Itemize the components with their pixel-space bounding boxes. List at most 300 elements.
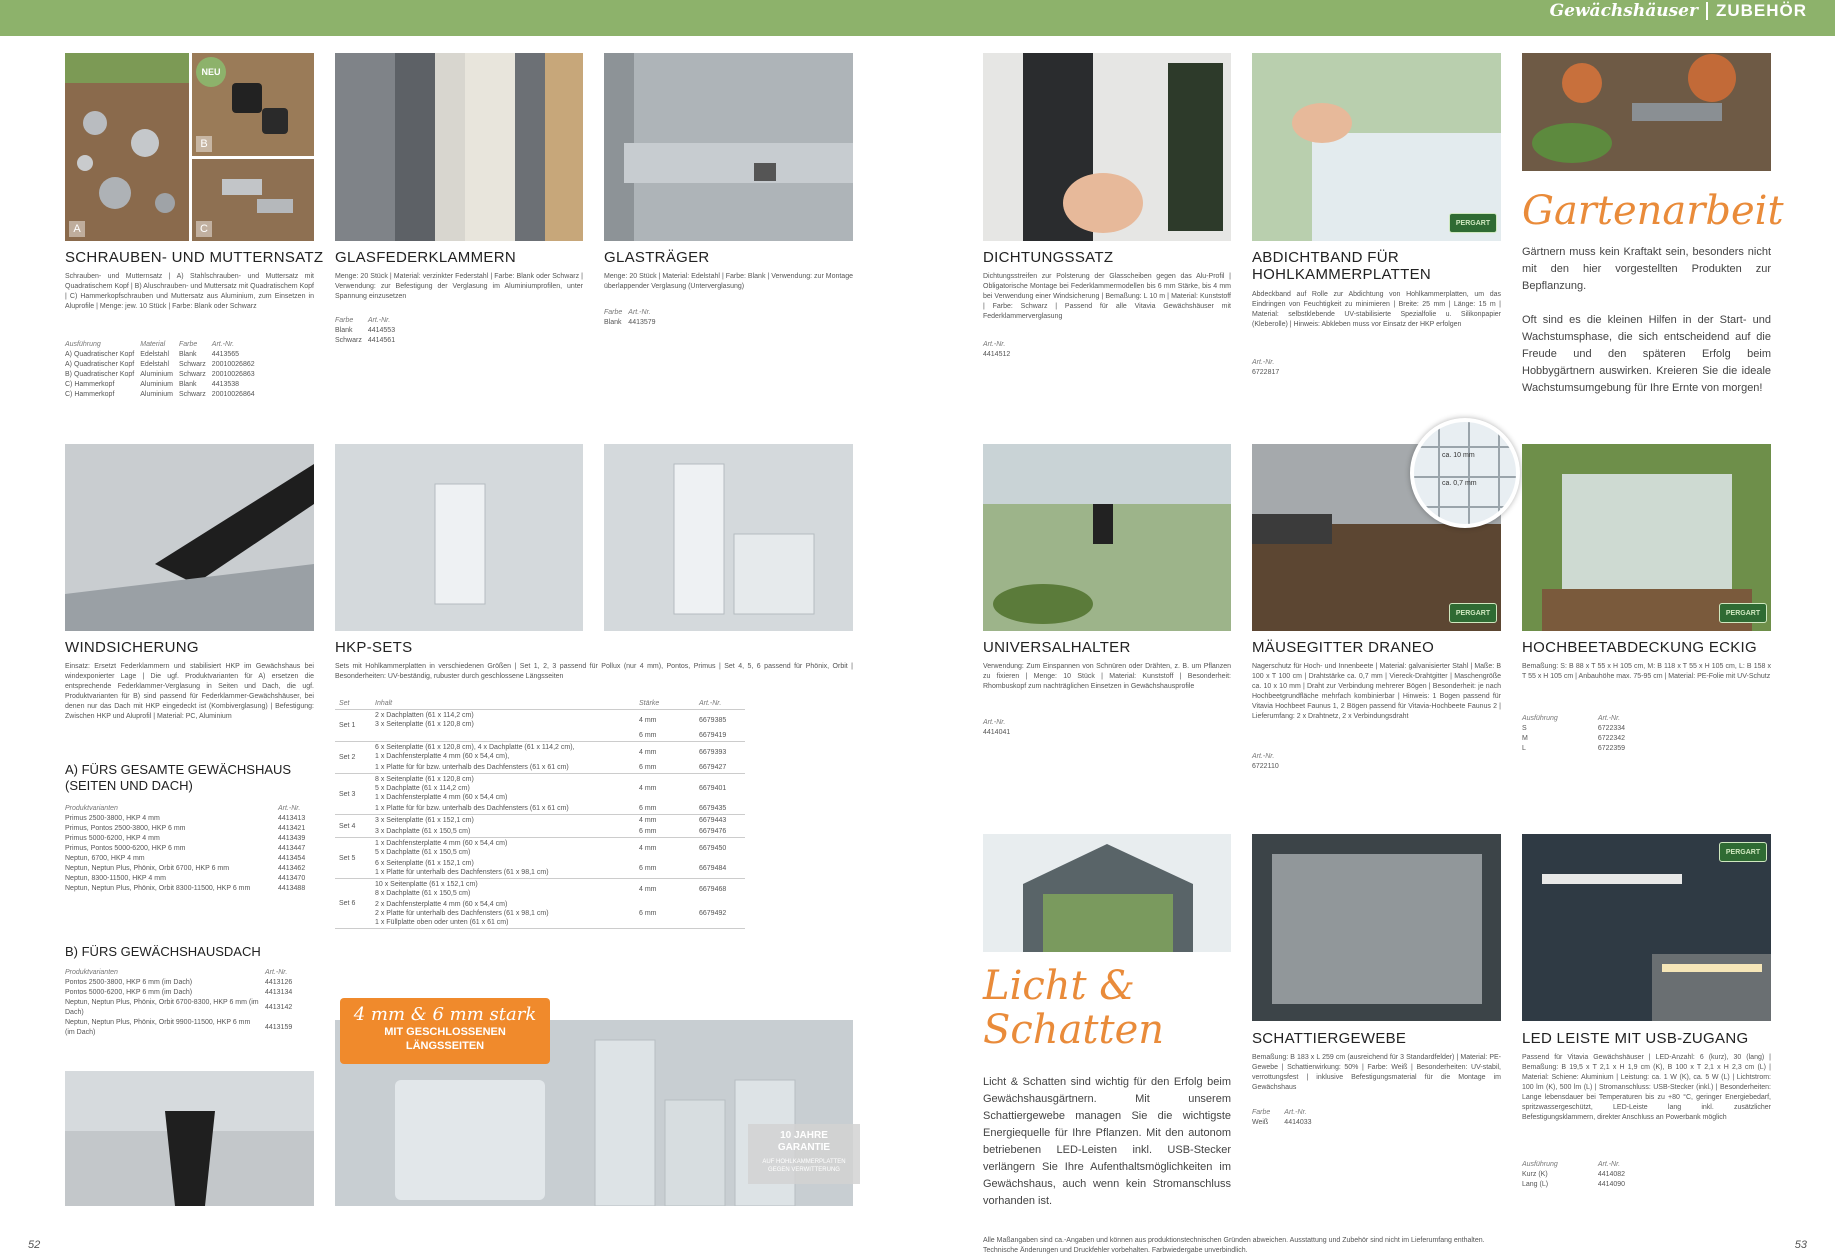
table-cell: 4414082 [1597,1171,1626,1178]
table-cell: Aluminium [140,371,173,378]
set-thickness: 4 mm [639,885,657,893]
glasfeder-title: GLASFEDERKLAMMERN [335,249,516,266]
table-cell: Blank [335,327,353,334]
pergart-logo: PERGART [1719,842,1767,862]
set-content [371,826,635,838]
glasfeder-desc: Menge: 20 Stück | Material: verzinkter Federstahl | Farbe: Blank oder Schwarz | Verwendung: zur Befestigung der Verglasung im Aluminiumprofilen, unter Spannung einzusetzen [335,273,583,300]
windsicherung-title: WINDSICHERUNG [65,639,199,656]
table-cell: Pontos 2500-3800, HKP 6 mm (im Dach) [65,979,193,986]
artnr-value: 4414041 [983,729,1011,736]
panels-image [604,444,853,631]
table-cell: Kurz (K) [1522,1171,1548,1178]
set-thickness: 6 mm [635,803,695,815]
table-cell: Primus, Pontos 5000-6200, HKP 6 mm [65,845,186,852]
set-name: Set 3 [335,774,371,815]
gartenarbeit-p2: Oft sind es die kleinen Hilfen in der Start- und Wachstumsphase, die sich entscheidend auf die Freude und den späteren Erfolg beim Hobbygärtnern auswirken. Kreieren Sie die ideale Wachstumsumgebung für Ihre Ernte von morgen! [1522,314,1771,394]
table-row [335,742,745,763]
footnote-line-1: Alle Maßangaben sind ca.-Angaben und können aus produktionstechnischen Gründen abweichen. Ausstattung und Zubehör sind nicht im Lieferumfang enthalten. [983,1237,1485,1244]
set-artnr: 6679476 [695,826,745,838]
th-produktvarianten: Produktvarianten [65,969,118,976]
set-content-line: 6 x Seitenplatte (61 x 152,1 cm) [375,860,474,867]
table-cell: 4413413 [277,815,306,822]
set-content [371,879,635,900]
table-row [335,803,745,815]
gartenarbeit-script-title: Gartenarbeit [1522,188,1784,234]
glastraeger-table [604,308,662,328]
section-a-title [65,762,325,794]
th-material: Material [140,341,166,348]
set-content-line: 1 x Platte für für bzw. unterhalb des Dachfensters (61 x 61 cm) [375,764,569,771]
wire-size-label: ca. 0,7 mm [1442,480,1477,487]
table-row [65,814,315,824]
artnr-value: 4414512 [983,351,1011,358]
set-thickness: 6 mm [635,826,695,838]
pergart-logo: PERGART [1449,213,1497,233]
table-cell: Lang (L) [1522,1181,1549,1188]
garantie-line-4: GEGEN VERWITTERUNG [768,1167,840,1173]
universal-photo [983,444,1231,631]
glastraeger-desc: Menge: 20 Stück | Material: Edelstahl | Farbe: Blank | Verwendung: zur Montage überlappender Verglasung (Unterverglasung) [604,273,853,290]
table-row [335,879,745,900]
table-row [1522,1180,1631,1190]
table-row [65,370,261,380]
new-badge: NEU [196,57,226,87]
table-row [335,774,745,804]
table-cell: Edelstahl [140,351,170,358]
abdicht-desc: Abdeckband auf Rolle zur Abdichtung von Hohlkammerplatten, um das Eindringen von Feuchtigkeit zu minimieren | Breite: 25 mm | Länge: 15 m | Material: selbstklebende UV-stabilisierte Spezialfolie u. Silikonpapier (Kleberolle) | Hinweis: Abkleben muss vor Einsatz der HKP erfolgen [1252,291,1501,328]
set-content [371,774,635,804]
table-row [335,815,745,827]
maeuse-desc: Nagerschutz für Hoch- und Innenbeete | Material: galvanisierter Stahl | Maße: B 100 x T 100 cm | Drahtstärke ca. 0,7 mm | Viereck-Drahtgitter | Maschengröße ca. 10 x 10 mm | Draht zur Verbindung mehrerer Bögen | Besonderheit: je nach Hochbeetgrundfläche mehrfach kombinierbar | Hinweis: 1 Bogen passend für Vitavia Hochbeet Faunus 1, 2 Bögen passend für Vitavia-Hochbeete Faunus 2 | Lieferumfang: 2 x Drahtnetz, 2 x Verbindungsdraht [1252,663,1501,720]
table-cell: 4413142 [265,1004,293,1011]
table-cell: Primus 5000-6200, HKP 4 mm [65,835,160,842]
page-number-left: 52 [28,1239,41,1251]
set-content [371,899,635,929]
th-artnr: Art.-Nr. [628,309,651,316]
th-produktvarianten: Produktvarianten [65,805,118,812]
schattier-table [1252,1108,1318,1128]
table-cell: 4413462 [277,865,306,872]
table-row [65,978,315,988]
table-cell: Weiß [1252,1119,1269,1126]
abdicht-photo [1252,53,1501,241]
table-cell: Blank [604,319,622,326]
hkp-title: HKP-SETS [335,639,413,656]
th-ausfuehrung: Ausführung [1522,1161,1558,1168]
set-content-line: 1 x Dachfensterplatte 4 mm (60 x 54,4 cm), [375,753,510,760]
table-row [65,824,315,834]
set-artnr: 6679492 [695,899,745,929]
dichtung-title: DICHTUNGSSATZ [983,249,1114,266]
table-row [65,884,315,894]
th-farbe: Farbe [335,317,354,324]
table-cell: Schwarz [178,361,206,368]
windsicherung-photo [65,444,314,631]
table-cell: Edelstahl [140,361,170,368]
set-content [371,803,635,815]
set-content-line: 3 x Seitenplatte (61 x 120,8 cm) [375,721,474,728]
hochbeet-title: HOCHBEETABDECKUNG ECKIG [1522,639,1757,656]
table-cell: Neptun, Neptun Plus, Phönix, Orbit 6700-8300, HKP 6 mm (im Dach) [65,999,259,1016]
hkp-sets-table [335,698,745,929]
set-thickness: 6 mm [635,858,695,879]
set-name: Set 5 [335,838,371,879]
led-table [1522,1160,1631,1190]
set-artnr: 6679385 [699,716,727,724]
th-farbe: Farbe [604,309,623,316]
glastraeger-title: GLASTRÄGER [604,249,710,266]
garantie-badge [748,1124,860,1184]
table-cell: Primus 2500-3800, HKP 4 mm [65,815,160,822]
table-row [65,350,261,360]
banner-line-1: 4 mm & 6 mm stark [353,1004,537,1025]
set-content-line: 5 x Dachplatte (61 x 114,2 cm) [375,785,470,792]
maeuse-art [1252,752,1279,772]
licht-script-title [983,964,1164,1052]
set-thickness: 4 mm [639,817,657,824]
set-content-line: 10 x Seitenplatte (61 x 152,1 cm) [375,881,478,888]
set-content-line: 8 x Seitenplatte (61 x 120,8 cm) [375,776,474,783]
table-cell: B) Quadratischer Kopf [65,371,135,378]
hkp-photo-2 [604,444,853,631]
table-cell: Blank [178,351,197,358]
set-artnr: 6679435 [695,803,745,815]
table-cell: Neptun, Neptun Plus, Phönix, Orbit 6700, HKP 6 mm [65,865,230,872]
th-artnr: Art.-Nr. [277,805,301,812]
photo-label-a: A [69,221,85,237]
th-artnr: Art.-Nr. [1284,1109,1307,1116]
table-cell: Aluminium [140,391,173,398]
photo-label-b: B [196,136,212,152]
set-artnr: 6679468 [699,885,727,893]
table-cell: 4413439 [277,835,306,842]
table-cell: 4413488 [277,885,306,892]
section-a-table [65,804,315,894]
set-thickness: 4 mm [639,716,657,724]
table-cell: 4413447 [277,845,306,852]
schrauben-title: SCHRAUBEN- UND MUTTERNSATZ [65,249,324,266]
set-name: Set 4 [335,815,371,838]
led-title: LED LEISTE MIT USB-ZUGANG [1522,1030,1749,1047]
abdicht-art [1252,358,1279,378]
artnr-value: 6722817 [1252,369,1280,376]
table-cell: 4413134 [265,989,293,996]
table-row [65,844,315,854]
table-row [65,988,315,998]
set-content-line: 2 x Platte für unterhalb des Dachfensters (61 x 98,1 cm) [375,910,549,917]
schrauben-photo-c [192,159,314,241]
panel-image [335,444,583,631]
set-artnr: 6679401 [699,785,727,792]
th-artnr: Art.-Nr. [211,341,235,348]
garantie-line-3: AUF HOHLKAMMERPLATTEN [762,1159,846,1165]
table-row [335,710,745,731]
set-content-line: 6 x Seitenplatte (61 x 120,8 cm), 4 x Dachplatte (61 x 114,2 cm), [375,744,575,751]
set-content-line: 3 x Dachplatte (61 x 150,5 cm) [375,828,471,835]
table-row [65,360,261,370]
th-artnr: Art.-Nr. [695,698,745,710]
table-row [1522,1170,1631,1180]
table-cell: A) Quadratischer Kopf [65,361,135,368]
table-cell: 4414553 [367,327,396,334]
universal-art [983,718,1010,738]
table-row [335,899,745,929]
artnr-label: Art.-Nr. [1252,359,1275,366]
hochbeet-photo [1522,444,1771,631]
maeuse-title: MÄUSEGITTER DRANEO [1252,639,1435,656]
set-content-line: 8 x Dachplatte (61 x 150,5 cm) [375,890,471,897]
pergart-logo: PERGART [1449,603,1497,623]
table-cell: L [1522,745,1526,752]
pots-image [1522,53,1771,171]
header-category: Gewächshäuser [1549,1,1698,21]
th-artnr: Art.-Nr. [1597,1161,1621,1168]
table-row [335,326,401,336]
set-content-line: 1 x Füllplatte oben oder unten (61 x 61 cm) [375,919,509,926]
set-content-line: 1 x Platte für für bzw. unterhalb des Dachfensters (61 x 61 cm) [375,805,569,812]
page-number-right: 53 [1794,1239,1807,1251]
table-row [335,730,745,742]
table-row [65,380,261,390]
th-ausfuehrung: Ausführung [1522,715,1558,722]
set-name: Set 1 [335,710,371,742]
table-cell: Pontos 5000-6200, HKP 6 mm (im Dach) [65,989,193,996]
table-cell: 4414090 [1597,1181,1626,1188]
hochbeet-table [1522,714,1631,754]
table-row [335,826,745,838]
glasfeder-table [335,316,401,346]
table-cell: C) Hammerkopf [65,381,115,388]
table-cell: Neptun, 8300-11500, HKP 4 mm [65,875,166,882]
glass-carrier-image [604,53,853,241]
th-artnr: Art.-Nr. [367,317,391,324]
abdicht-title [1252,249,1501,283]
holder-image [983,444,1231,631]
led-desc: Passend für Vitavia Gewächshäuser | LED-Anzahl: 6 (kurz), 30 (lang) | Bemaßung: B 19,5 x T 2,1 x H 1,9 cm (K), B 100 x T 2,1 x H 2,3 cm (L) | Material: Schiene: Aluminium | Leistung: ca. 1 W (K), ca. 5 W (L) | Lichtstrom: 100 lm (K), 500 lm (L) | Stromanschluss: USB-Stecker (inkl.) | Besonderheiten: Lange lebensdauer bei Temperaturen bis zu +80 °C, geringer Energiebedarf, spritzwassergeschützt, LED-Leiste lang inkl. zusätzlicher Befestigungsklammern, direkter Anschluss an Powerbank möglich [1522,1054,1771,1121]
section-b-title: B) FÜRS GEWÄCHSHAUSDACH [65,944,261,959]
table-row [335,858,745,879]
schattier-desc: Bemaßung: B 183 x L 259 cm (ausreichend für 3 Standardfelder) | Material: PE-Gewebe | Schattierwirkung: 50% | Farbe: Weiß | Besonderheiten: UV-stabil, verrottungsfest | inklusive Befestigungsmaterial für die Montage im Gewächshaus [1252,1054,1501,1091]
hochbeet-desc: Bemaßung: S: B 88 x T 55 x H 105 cm, M: B 118 x T 55 x H 105 cm, L: B 158 x T 55 x H 105 cm | Anbauhöhe max. 75-95 cm | Material: PE-Folie mit UV-Schutz [1522,663,1771,680]
garantie-line-1: 10 JAHRE [780,1130,828,1141]
table-row [1252,1118,1318,1128]
set-content [371,858,635,879]
wind-protection-image [65,444,314,631]
artnr-label: Art.-Nr. [983,719,1006,726]
table-cell: 4413565 [211,351,240,358]
table-cell: Neptun, 6700, HKP 4 mm [65,855,145,862]
set-thickness: 4 mm [639,748,657,756]
artnr-label: Art.-Nr. [983,341,1006,348]
clip-image [335,53,583,241]
table-row [335,838,745,859]
set-thickness: 6 mm [635,730,695,742]
windsicherung-detail-photo [65,1071,314,1206]
schattier-title: SCHATTIERGEWEBE [1252,1030,1407,1047]
th-farbe: Farbe [1252,1109,1271,1116]
footnote-line-2: Technische Änderungen und Druckfehler vorbehalten. Farbwiedergabe unverbindlich. [983,1247,1248,1254]
shade-cloth-image [1252,834,1501,1021]
banner-line-2: MIT GESCHLOSSENEN [384,1026,506,1038]
seal-image [983,53,1231,241]
th-artnr: Art.-Nr. [265,969,288,976]
table-row [65,854,315,864]
schrauben-photo-main [65,53,189,241]
gartenarbeit-p1: Gärtnern muss kein Kraftakt sein, besonders nicht mit den hier vorgestellten Produkten zur Bepflanzung. [1522,246,1771,292]
table-row [65,390,261,400]
dichtung-desc: Dichtungsstreifen zur Polsterung der Glasscheiben gegen das Alu-Profil | Obligatorische Montage bei Federklammermodellen bis 6 mm Stärke, bis 4 mm bei Verwendung einer Windsicherung | Bemaßung: L 10 m | Material: Kunststoff | Farbe: Schwarz | Passend für alle Vitavia Gewächshäuser mit Federklammerverglasung [983,273,1231,320]
set-thickness: 6 mm [635,762,695,774]
set-content [371,815,635,827]
set-content-line: 2 x Dachplatten (61 x 114,2 cm) [375,712,474,719]
glastraeger-photo [604,53,853,241]
table-cell: Schwarz [178,371,206,378]
table-row [65,874,315,884]
set-thickness: 4 mm [639,844,657,852]
garantie-line-2: GARANTIE [777,1142,831,1153]
table-cell: Primus, Pontos 2500-3800, HKP 6 mm [65,825,186,832]
glasfeder-photo [335,53,583,241]
th-farbe: Farbe [178,341,198,348]
set-content-line: 2 x Dachfensterplatte 4 mm (60 x 54,4 cm) [375,901,508,908]
table-cell: 4413454 [277,855,306,862]
table-cell: 20010026864 [211,391,255,398]
gartenarbeit-photo [1522,53,1771,171]
set-content-line: 3 x Seitenplatte (61 x 152,1 cm) [375,817,474,824]
set-artnr: 6679427 [695,762,745,774]
table-row [1522,724,1631,734]
artnr-value: 6722110 [1252,763,1279,770]
th-artnr: Art.-Nr. [1597,715,1621,722]
set-content-line: 1 x Dachfensterplatte 4 mm (60 x 54,4 cm) [375,794,508,801]
set-thickness: 4 mm [639,785,657,792]
thickness-banner [340,998,550,1064]
table-cell: 4413159 [265,1024,293,1031]
table-cell: C) Hammerkopf [65,391,115,398]
table-cell: 6722334 [1597,725,1626,732]
footnote [983,1236,1703,1256]
table-cell: 4413421 [277,825,306,832]
set-content [371,838,635,859]
table-cell: A) Quadratischer Kopf [65,351,135,358]
schrauben-table [65,340,315,400]
table-cell: Aluminium [140,381,173,388]
mesh-magnifier [1410,418,1520,528]
section-b-table [65,968,315,1038]
abdicht-title-l1: ABDICHTBAND FÜR [1252,249,1400,266]
table-cell: Neptun, Neptun Plus, Phönix, Orbit 9900-11500, HKP 6 mm (im Dach) [65,1019,251,1036]
table-row [335,762,745,774]
table-cell: 4414561 [367,337,396,344]
table-cell: 4414033 [1284,1119,1312,1126]
abdicht-title-l2: HOHLKAMMERPLATTEN [1252,266,1432,283]
photo-label-c: C [196,221,212,237]
table-row [65,864,315,874]
profile-image [65,1071,314,1206]
table-row [65,1018,315,1038]
mesh-size-label: ca. 10 mm [1442,452,1475,459]
hkp-photo-1 [335,444,583,631]
th-set: Set [335,698,371,710]
header-section: ZUBEHÖR [1715,1,1807,20]
set-content [371,762,635,774]
dichtung-art [983,340,1010,360]
set-content [371,710,635,731]
table-cell: 4413579 [628,319,656,326]
table-row [65,834,315,844]
windsicherung-desc: Einsatz: Ersetzt Federklammern und stabilisiert HKP im Gewächshaus bei windexponierter Lage | Die ugf. Produktvarianten für A) ersetzen die entsprechende Federklammer-Verglasung in Seiten und Dach, die ugf. Produktvarianten für B) sind passend für Federklammer-Gewächshäuser, bei denen nur das Dach mit HKP eingedeckt ist (Kombiverglasung) | Befestigung: Zwischen HKP und Aluprofil | Material: PC, Aluminium [65,663,314,720]
set-content [371,742,635,763]
schrauben-photo-b [192,53,314,156]
table-cell: 4413470 [277,875,306,882]
table-row [1522,734,1631,744]
banner-line-3: LÄNGSSEITEN [405,1040,485,1052]
set-content-line: 1 x Dachfensterplatte 4 mm (60 x 54,4 cm) [375,840,508,847]
set-artnr: 6679419 [695,730,745,742]
mesh-detail-image [1414,422,1516,524]
set-content-line: 5 x Dachplatte (61 x 150,5 cm) [375,849,471,856]
universal-title: UNIVERSALHALTER [983,639,1131,656]
licht-text: Licht & Schatten sind wichtig für den Erfolg beim Gewächshausgärtnern. Mit unserem Schattiergewebe managen Sie die wichtigste Energiequelle für Ihre Pflanzen. Mit den autonom betriebenen LED-Leisten inkl. USB-Stecker verlängern Sie Ihre Aufenthaltsmöglichkeiten im Gewächshaus, auch wenn kein Stromanschluss vorhanden ist. [983,1076,1231,1207]
table-row [604,318,662,328]
schattier-photo [1252,834,1501,1021]
table-cell: M [1522,735,1528,742]
table-cell: Schwarz [335,337,362,344]
th-ausfuehrung: Ausführung [65,341,101,348]
set-artnr: 6679450 [699,844,727,852]
hkp-desc: Sets mit Hohlkammerplatten in verschiedenen Größen | Set 1, 2, 3 passend für Pollux (nur 4 mm), Pontos, Primus | Set 4, 5, 6 passend für Phönix, Orbit | Besonderheiten: UV-beständig, rubuster durch geschlossene Längsseiten [335,663,853,680]
universal-desc: Verwendung: Zum Einspannen von Schnüren oder Drähten, z. B. um Pflanzen zu fixieren | Menge: 10 Stück | Material: Kunststoff | Besonderheit: Rhombuskopf zum nachträglichen Einsetzen in Gewächshausprofile [983,663,1231,690]
table-cell: 20010026862 [211,361,255,368]
header-bar [0,0,1835,36]
section-a-title-l2: (SEITEN UND DACH) [65,778,193,793]
section-a-title-l1: A) FÜRS GESAMTE GEWÄCHSHAUS [65,762,292,777]
set-content-line: 1 x Platte für unterhalb des Dachfensters (61 x 98,1 cm) [375,869,549,876]
set-thickness: 6 mm [635,899,695,929]
set-name: Set 6 [335,879,371,929]
table-cell: Blank [178,381,197,388]
table-cell: 4413538 [211,381,240,388]
header-title [1550,0,1807,22]
schrauben-desc: Schrauben- und Mutternsatz | A) Stahlschrauben- und Muttersatz mit Quadratischem Kopf | B) Aluschrauben- und Muttersatz mit Quadratischem Kopf | C) Hammerkopfschrauben und Muttersatz aus Aluminium, zum Einsetzen in Aluprofile | Menge: jew. 10 Stück | Farbe: Blank oder Schwarz [65,273,314,310]
table-cell: 6722359 [1597,745,1626,752]
dichtung-photo [983,53,1231,241]
greenhouse-image [983,834,1231,952]
table-row [65,998,315,1018]
pergart-logo: PERGART [1719,603,1767,623]
table-cell: Schwarz [178,391,206,398]
table-cell: 6722342 [1597,735,1626,742]
set-content [371,730,635,742]
licht-script-l1: Licht & [983,963,1135,1009]
table-cell: S [1522,725,1527,732]
led-photo [1522,834,1771,1021]
set-artnr: 6679443 [699,817,727,824]
table-cell: Neptun, Neptun Plus, Phönix, Orbit 8300-11500, HKP 6 mm [65,885,251,892]
set-artnr: 6679393 [699,748,727,756]
th-inhalt: Inhalt [371,698,635,710]
licht-photo [983,834,1231,952]
set-name: Set 2 [335,742,371,774]
header-separator [1706,2,1708,20]
artnr-label: Art.-Nr. [1252,753,1275,760]
set-artnr: 6679484 [695,858,745,879]
table-row [1522,744,1631,754]
table-cell: 20010026863 [211,371,255,378]
table-row [335,336,401,346]
th-staerke: Stärke [635,698,695,710]
table-cell: 4413126 [265,979,293,986]
